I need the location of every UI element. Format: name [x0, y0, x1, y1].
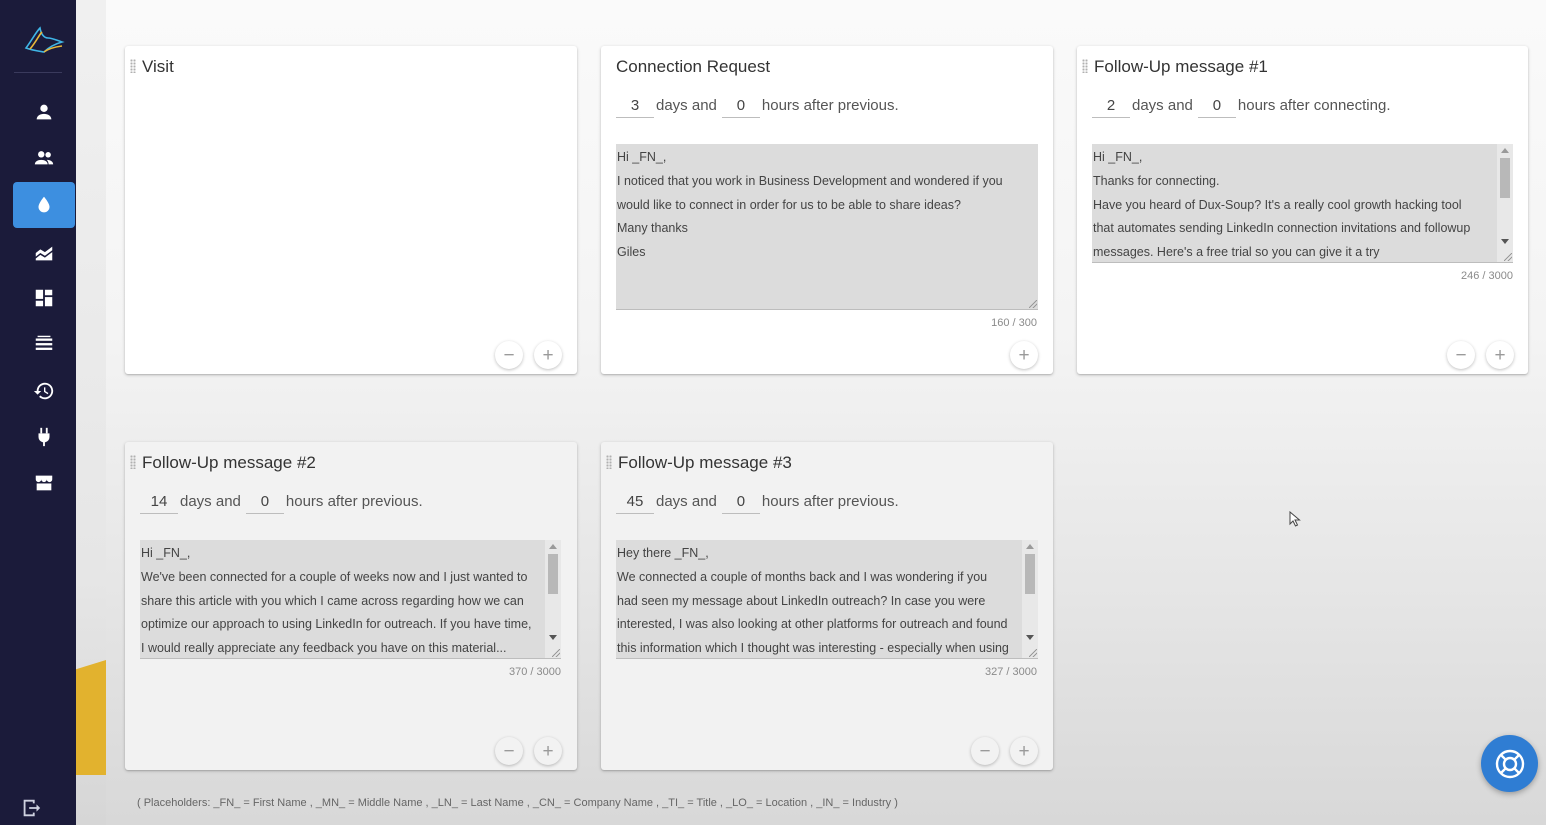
delay-settings [616, 97, 904, 118]
sidebar-divider [14, 72, 62, 73]
add-step-button[interactable]: + [1010, 737, 1038, 765]
drag-handle[interactable] [606, 455, 612, 469]
message-textarea[interactable] [616, 144, 1038, 310]
message-line: Hi _FN_, [617, 150, 667, 164]
sidebar-item-queue[interactable] [13, 321, 75, 367]
scroll-thumb[interactable] [1025, 554, 1035, 594]
character-counter: 327 / 3000 [985, 666, 1037, 678]
card-title: Follow-Up message #1 [1094, 57, 1268, 76]
scroll-down-arrow-icon[interactable] [1026, 635, 1034, 640]
message-line: optimize our approach to using LinkedIn for outreach. If you have time, [141, 617, 532, 632]
character-counter: 160 / 300 [991, 317, 1037, 329]
store-icon [33, 472, 55, 494]
lifebuoy-icon [1493, 747, 1527, 781]
history-icon [33, 380, 55, 402]
hours-input[interactable]: 0 [1198, 97, 1236, 118]
resize-handle[interactable] [1029, 649, 1037, 657]
mouse-cursor-icon [1289, 511, 1301, 527]
card-title: Visit [142, 57, 174, 76]
plug-icon [33, 426, 55, 448]
hours-label: hours after previous. [761, 493, 899, 510]
message-line: Giles [617, 245, 646, 260]
message-line: Hi _FN_, [141, 546, 191, 560]
delay-settings [616, 493, 904, 514]
add-step-button[interactable]: + [1486, 341, 1514, 369]
message-line: would like to connect in order for us to be able to share ideas? [617, 197, 961, 212]
remove-step-button[interactable]: − [1447, 341, 1475, 369]
hours-input[interactable]: 0 [722, 97, 760, 118]
sidebar-item-integrations[interactable] [13, 414, 75, 460]
hours-label: hours after connecting. [1237, 97, 1391, 114]
message-line: We connected a couple of months back and I was wondering if you [617, 569, 988, 584]
person-icon [33, 101, 55, 123]
message-line: We've been connected for a couple of weeks now and I just wanted to [141, 569, 528, 584]
add-step-button[interactable]: + [1010, 341, 1038, 369]
hours-label: hours after previous. [285, 493, 423, 510]
campaign-step-follow-up-1 [1077, 46, 1528, 374]
gutter-accent [76, 660, 106, 775]
scroll-down-arrow-icon[interactable] [549, 635, 557, 640]
people-icon [33, 147, 55, 169]
message-textarea[interactable] [140, 540, 561, 659]
days-input[interactable]: 14 [140, 493, 178, 514]
campaign-step-follow-up-2 [125, 442, 577, 770]
hours-label: hours after previous. [761, 97, 899, 114]
message-line: Many thanks [617, 221, 688, 236]
textarea-scrollbar[interactable] [1497, 144, 1513, 262]
logout-icon [20, 797, 42, 819]
delay-settings [1092, 97, 1395, 118]
days-label: days and [656, 493, 717, 510]
card-title: Follow-Up message #3 [618, 453, 792, 472]
hours-input[interactable]: 0 [722, 493, 760, 514]
placeholders-legend: ( Placeholders: _FN_ = First Name , _MN_ = Middle Name , _LN_ = Last Name , _CN_ = Company Name , _TI_ = Title , _LO_ = Location , _IN_ = Industry ) [137, 797, 898, 809]
drag-handle[interactable] [1082, 59, 1088, 73]
resize-handle[interactable] [1029, 300, 1037, 308]
card-title: Connection Request [616, 57, 771, 76]
campaign-step-connection-request [601, 46, 1053, 374]
days-label: days and [1132, 97, 1193, 114]
delay-settings [140, 493, 428, 514]
queue-list-icon [33, 333, 55, 355]
add-step-button[interactable]: + [534, 737, 562, 765]
scroll-up-arrow-icon[interactable] [1026, 544, 1034, 549]
message-line: I would really appreciate any feedback you have on this material... [141, 641, 507, 656]
scroll-thumb[interactable] [548, 554, 558, 594]
card-title: Follow-Up message #2 [142, 453, 316, 472]
sidebar-item-profile[interactable] [13, 89, 75, 135]
message-line: Hey there _FN_, [617, 546, 709, 560]
drip-icon [33, 194, 55, 216]
message-line: I noticed that you work in Business Development and wondered if you [617, 173, 1003, 188]
sidebar-item-statistics[interactable] [13, 230, 75, 276]
add-step-button[interactable]: + [534, 341, 562, 369]
sidebar [0, 0, 76, 825]
sidebar-item-history[interactable] [13, 368, 75, 414]
scroll-thumb[interactable] [1500, 158, 1510, 198]
sidebar-item-store[interactable] [13, 460, 75, 506]
remove-step-button[interactable]: − [495, 737, 523, 765]
scroll-up-arrow-icon[interactable] [549, 544, 557, 549]
drag-handle[interactable] [130, 59, 136, 73]
campaign-step-visit [125, 46, 577, 374]
scroll-down-arrow-icon[interactable] [1501, 239, 1509, 244]
days-input[interactable]: 45 [616, 493, 654, 514]
textarea-scrollbar[interactable] [1022, 540, 1038, 658]
message-line: this information which I thought was interesting - especially when using [617, 641, 1009, 656]
resize-handle[interactable] [552, 649, 560, 657]
message-line: that automates sending LinkedIn connection invitations and followup [1093, 221, 1471, 236]
message-textarea[interactable] [1092, 144, 1513, 263]
character-counter: 370 / 3000 [509, 666, 561, 678]
days-input[interactable]: 3 [616, 97, 654, 118]
sidebar-item-drip-campaigns[interactable] [13, 182, 75, 228]
message-line: share this article with you which I came across regarding how we can [141, 593, 524, 608]
remove-step-button[interactable]: − [971, 737, 999, 765]
area-chart-icon [33, 242, 55, 264]
days-label: days and [656, 97, 717, 114]
resize-handle[interactable] [1504, 253, 1512, 261]
textarea-scrollbar[interactable] [545, 540, 561, 658]
sidebar-item-people[interactable] [13, 135, 75, 181]
dashboard-icon [33, 287, 55, 309]
sidebar-item-dashboard[interactable] [13, 275, 75, 321]
days-input[interactable]: 2 [1092, 97, 1130, 118]
message-textarea[interactable] [616, 540, 1038, 659]
days-label: days and [180, 493, 241, 510]
message-line: Hi _FN_, [1093, 150, 1143, 164]
logout-button[interactable] [18, 795, 44, 821]
campaign-step-follow-up-3 [601, 442, 1053, 770]
message-line: had seen my message about LinkedIn outreach? In case you were [617, 593, 986, 608]
message-line: interested, I was also looking at other platforms for outreach and found [617, 617, 1008, 632]
dux-soup-logo[interactable] [22, 22, 66, 56]
drag-handle[interactable] [130, 455, 136, 469]
scroll-up-arrow-icon[interactable] [1501, 148, 1509, 153]
remove-step-button[interactable]: − [495, 341, 523, 369]
message-line: messages. Here's a free trial so you can give it a try [1093, 245, 1380, 260]
help-button[interactable] [1481, 735, 1538, 792]
hours-input[interactable]: 0 [246, 493, 284, 514]
character-counter: 246 / 3000 [1461, 270, 1513, 282]
message-line: Have you heard of Dux-Soup? It's a really cool growth hacking tool [1093, 197, 1462, 212]
message-line: Thanks for connecting. [1093, 173, 1220, 188]
